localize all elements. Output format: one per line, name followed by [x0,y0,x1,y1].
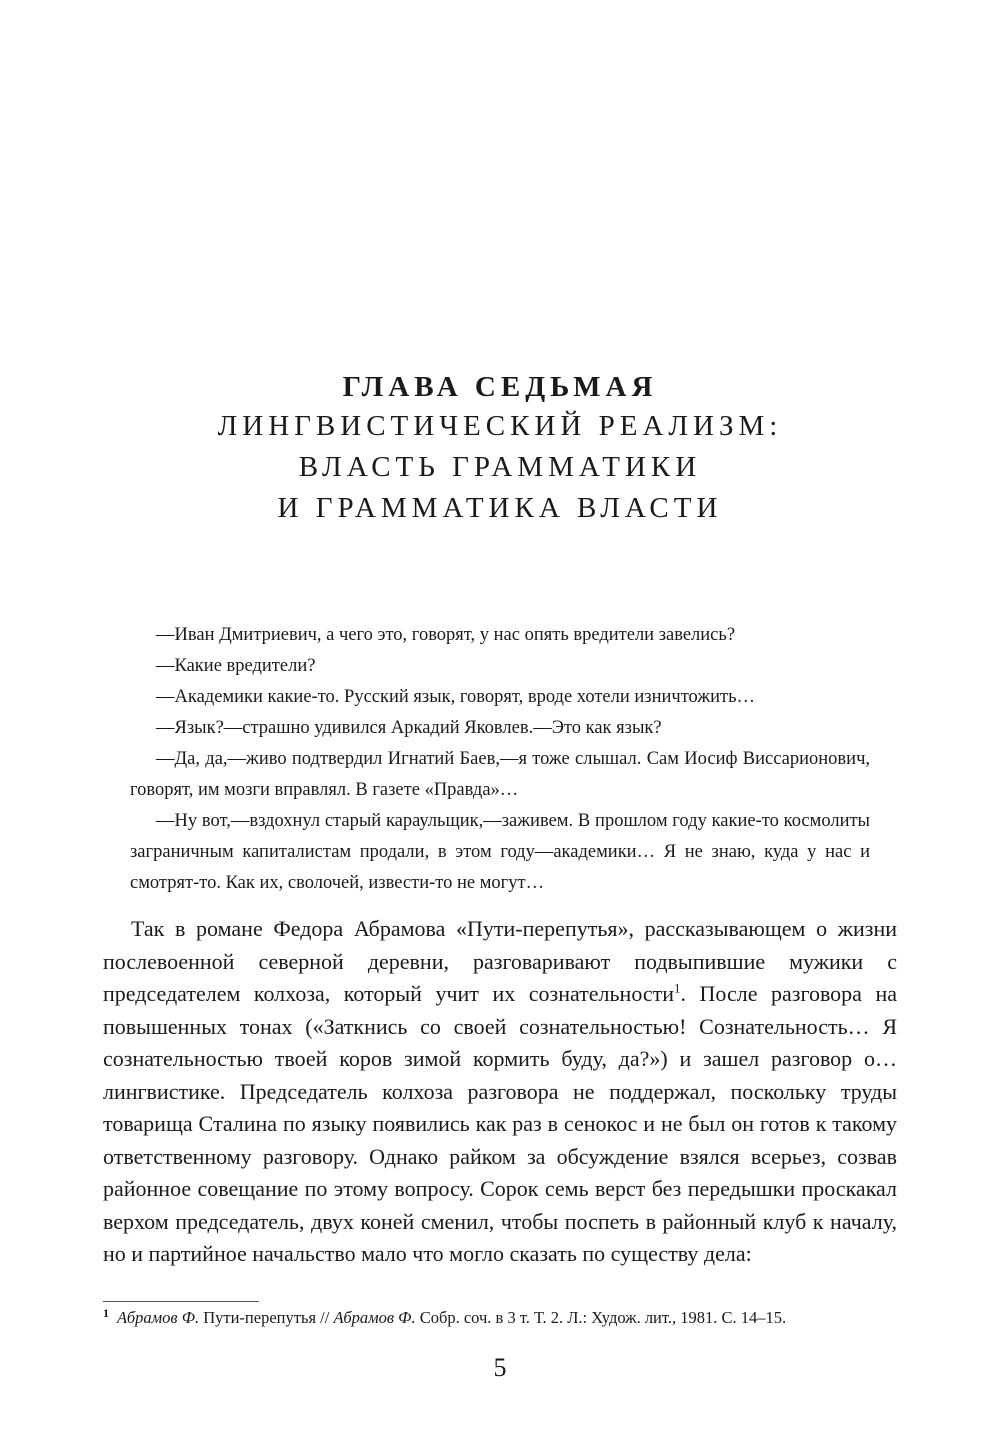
epigraph-line: —Ну вот,—вздохнул старый караульщик,—заживем. В прошлом году какие-то космолиты заграничным капиталистам продали, в этом году—академики… Я не знаю, куда у нас и смотрят-то. Как их, сволочей, извести-то не могут… [130,811,870,893]
epigraph-line: —Иван Дмитриевич, а чего это, говорят, у нас опять вредители завелись? [156,625,736,645]
chapter-title-line-1: ЛИНГВИСТИЧЕСКИЙ РЕАЛИЗМ: [217,410,783,442]
epigraph-line: —Язык?—страшно удивился Аркадий Яковлев.—Это как язык? [156,718,662,738]
footnote-mark: 1 [103,1305,109,1320]
epigraph-line: —Какие вредители? [156,656,316,676]
chapter-title-line-3: И ГРАММАТИКА ВЛАСТИ [277,492,723,524]
page-number: 5 [493,1353,507,1382]
epigraph-line: —Да, да,—живо подтвердил Игнатий Баев,—я тоже слышал. Сам Иосиф Виссарионович, говорят, им мозги вправлял. В газете «Правда»… [130,749,870,800]
body-text-part-1: Так в романе Федора Абрамова «Пути-перепутья», рассказывающем о жизни послевоенной северной деревни, разговаривают подвыпившие мужики с председателем колхоза, который учит их сознательности [103,916,897,1006]
chapter-number: ГЛАВА СЕДЬМАЯ [342,371,658,403]
chapter-heading [0,368,1000,529]
footnote-text: Пути-перепутья // [199,1308,334,1327]
footnote [103,1306,903,1330]
footnote-text: Собр. соч. в 3 т. Т. 2. Л.: Худож. лит., 1981. С. 14–15. [415,1308,787,1327]
epigraph-line: —Академики какие-то. Русский язык, говорят, вроде хотели изничтожить… [156,687,756,707]
body-text [103,913,897,1271]
body-paragraph [103,913,897,1271]
footnote-reference[interactable]: 1 [674,980,681,996]
chapter-title-line-2: ВЛАСТЬ ГРАММАТИКИ [298,451,702,483]
body-text-part-2: . После разговора на повышенных тонах («Заткнись со своей сознательностью! Сознательность… Я сознательностью твоей коров зимой кормить буду, да?») и зашел разговор о… лингвистике. Председатель колхоза разговора не поддержал, поскольку труды товарища Сталина по языку появились как раз в сенокос и не был он готов к такому ответственному разговору. Однако райком за обсуждение взялся всерьез, созвав районное совещание по этому вопросу. Сорок семь верст без передышки проскакал верхом председатель, двух коней сменил, чтобы поспеть в районный клуб к началу, но и партийное начальство мало что могло сказать по существу дела: [103,981,897,1266]
epigraph [130,620,870,899]
footnote-author: Абрамов Ф. [333,1308,416,1327]
footnote-author: Абрамов Ф. [117,1308,200,1327]
footnote-divider [103,1301,259,1302]
